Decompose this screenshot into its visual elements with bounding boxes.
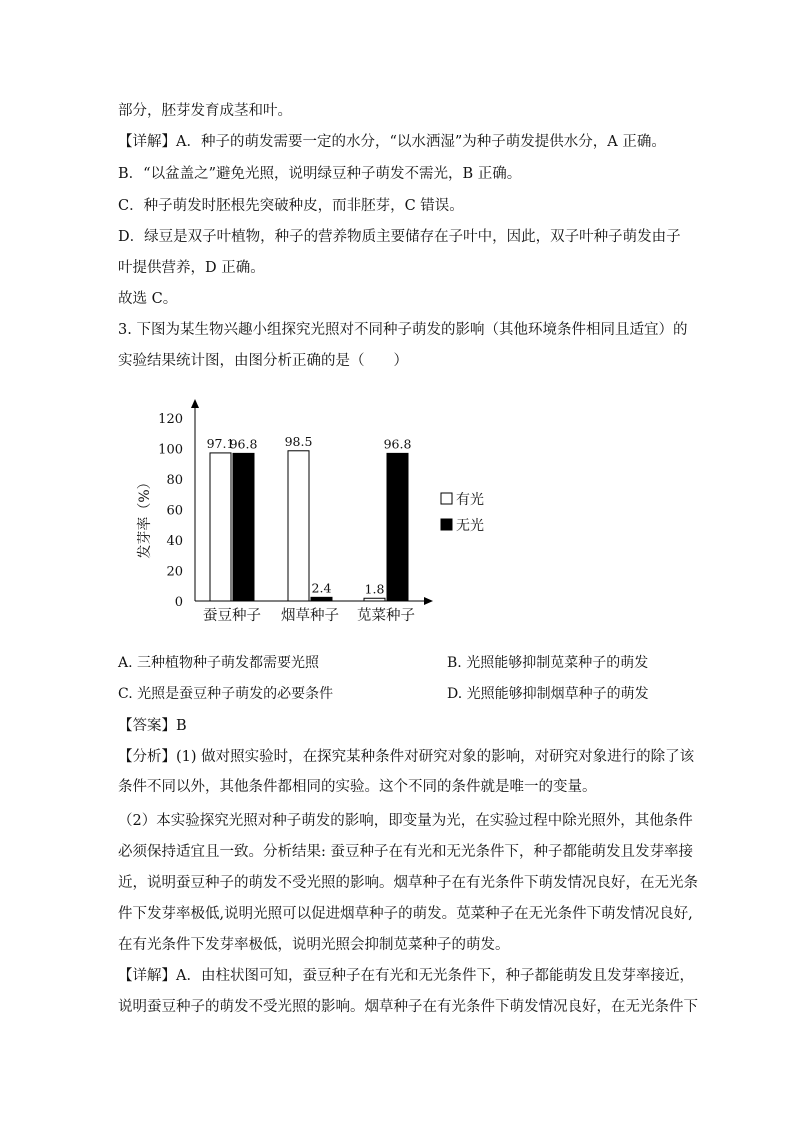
y-tick-label: 100 bbox=[158, 442, 183, 458]
x-tick-label: 蚕豆种子 bbox=[203, 608, 261, 624]
text-line: B．“以盆盖之”避免光照，说明绿豆种子萌发不需光，B 正确。 bbox=[118, 166, 522, 182]
bar-light bbox=[288, 451, 309, 601]
y-axis-arrow bbox=[191, 399, 199, 408]
y-tick-label: 60 bbox=[166, 503, 183, 519]
x-axis-arrow bbox=[424, 597, 433, 605]
question-stem: 3. 下图为某生物兴趣小组探究光照对不同种子萌发的影响（其他环境条件相同且适宜）的 bbox=[118, 322, 688, 338]
analysis-line: 在有光条件下发芽率极低，说明光照会抑制苋菜种子的萌发。 bbox=[118, 937, 510, 953]
x-tick-label: 烟草种子 bbox=[281, 608, 339, 624]
text-line: 叶提供营养，D 正确。 bbox=[118, 260, 265, 276]
option-a[interactable]: A. 三种植物种子萌发都需要光照 bbox=[118, 655, 320, 671]
bar-value-label: 98.5 bbox=[284, 433, 313, 449]
answer-line: 【答案】B bbox=[118, 718, 187, 734]
detail-line: 说明蚕豆种子的萌发不受光照的影响。烟草种子在有光条件下萌发情况良好，在无光条件下 bbox=[118, 999, 698, 1015]
y-axis-label: 发芽率（%） bbox=[137, 475, 153, 559]
option-b[interactable]: B. 光照能够抑制苋菜种子的萌发 bbox=[447, 655, 649, 671]
option-d[interactable]: D. 光照能够抑制烟草种子的萌发 bbox=[447, 686, 649, 702]
y-tick-label: 120 bbox=[158, 412, 183, 427]
text-line: 部分，胚芽发育成茎和叶。 bbox=[118, 103, 292, 119]
option-c[interactable]: C. 光照是蚕豆种子萌发的必要条件 bbox=[118, 686, 334, 702]
bar-value-label: 2.4 bbox=[311, 580, 332, 596]
text-line: C．种子萌发时胚根先突破种皮，而非胚芽，C 错误。 bbox=[118, 198, 464, 214]
y-tick-label: 20 bbox=[166, 564, 183, 580]
bar-dark bbox=[311, 597, 332, 601]
legend-label: 无光 bbox=[456, 518, 484, 534]
bar-value-label: 96.8 bbox=[229, 436, 258, 452]
bar-dark bbox=[387, 453, 408, 601]
analysis-line: 必须保持适宜且一致。分析结果: 蚕豆种子在有光和无光条件下，种子都能萌发且发芽率接 bbox=[118, 844, 693, 860]
bar-value-label: 96.8 bbox=[383, 436, 412, 452]
text-line: D．绿豆是双子叶植物，种子的营养物质主要储存在子叶中，因此，双子叶种子萌发由子 bbox=[118, 229, 681, 245]
legend-swatch bbox=[441, 493, 452, 504]
y-tick-label: 40 bbox=[166, 534, 183, 549]
bar-value-label: 1.8 bbox=[364, 581, 385, 597]
bar-light bbox=[210, 453, 231, 601]
analysis-line: （2）本实验探究光照对种子萌发的影响，即变量为光，在实验过程中除光照外，其他条件 bbox=[118, 813, 693, 829]
analysis-line: 近，说明蚕豆种子的萌发不受光照的影响。烟草种子在有光条件下萌发情况良好，在无光条 bbox=[118, 875, 698, 891]
text-line: 【详解】A．种子的萌发需要一定的水分，“以水洒湿”为种子萌发提供水分，A 正确。 bbox=[118, 134, 666, 150]
y-tick-label: 80 bbox=[166, 473, 183, 488]
y-tick-label: 0 bbox=[174, 595, 183, 610]
text-line: 故选 C。 bbox=[118, 291, 178, 307]
bar-light bbox=[364, 598, 385, 601]
analysis-line: 条件不同以外，其他条件都相同的实验。这个不同的条件就是唯一的变量。 bbox=[118, 779, 597, 795]
x-tick-label: 苋菜种子 bbox=[357, 608, 415, 624]
legend-swatch bbox=[441, 519, 452, 530]
bar-dark bbox=[233, 453, 254, 601]
legend-label: 有光 bbox=[456, 492, 484, 508]
question-stem: 实验结果统计图，由图分析正确的是（ ） bbox=[118, 353, 408, 369]
detail-line: 【详解】A．由柱状图可知，蚕豆种子在有光和无光条件下，种子都能萌发且发芽率接近， bbox=[118, 968, 694, 984]
analysis-line: 件下发芽率极低,说明光照可以促进烟草种子的萌发。苋菜种子在无光条件下萌发情况良好, bbox=[118, 906, 693, 922]
analysis-line: 【分析】(1) 做对照实验时，在探究某种条件对研究对象的影响，对研究对象进行的除了该 bbox=[118, 749, 695, 765]
bar-value-label: 97.1 bbox=[206, 435, 235, 451]
